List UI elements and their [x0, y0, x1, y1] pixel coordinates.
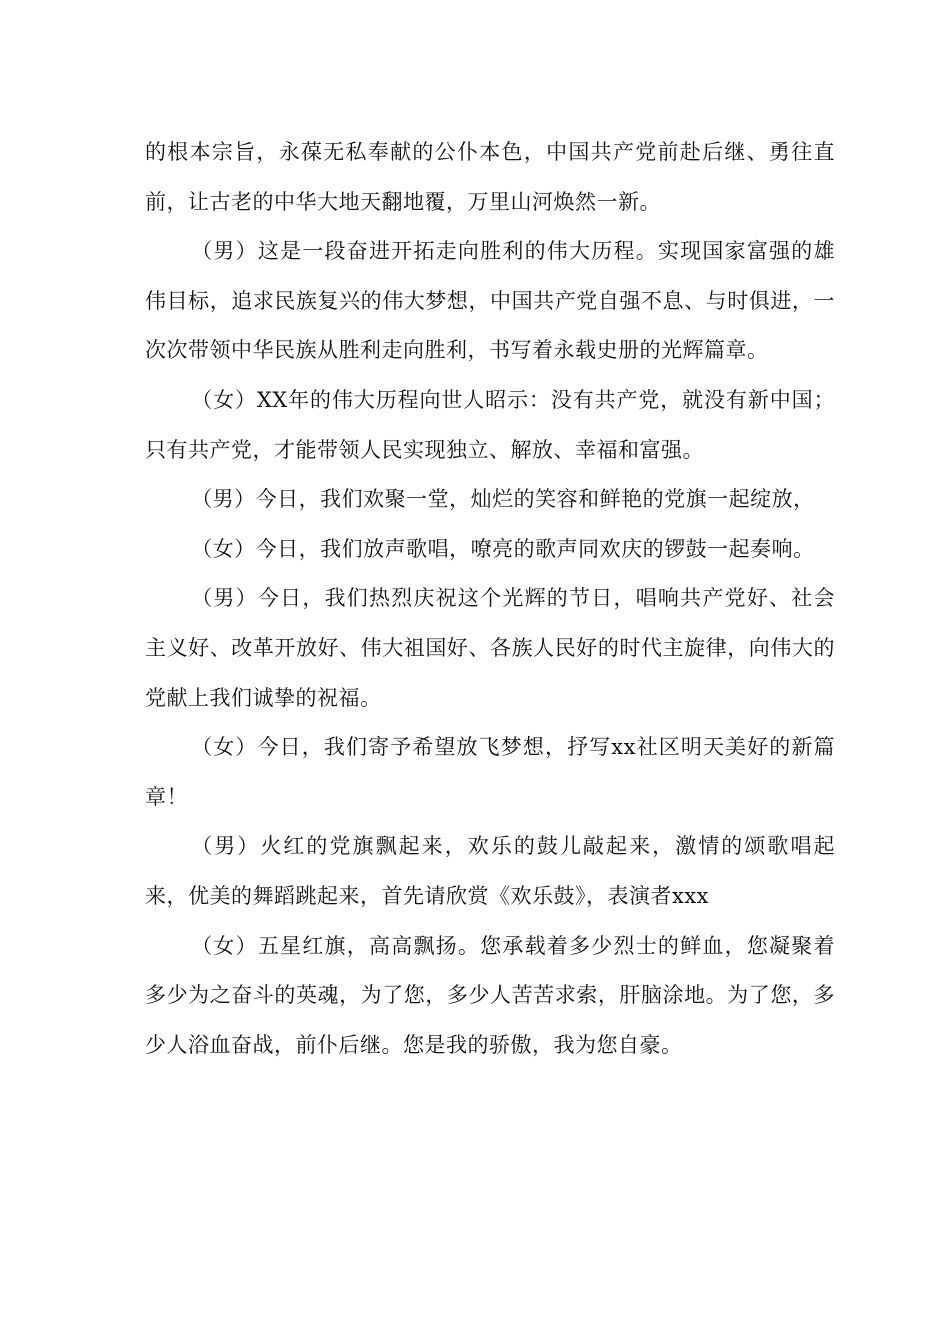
document-body: [145, 128, 835, 1070]
paragraph-female-1: （女）XX年的伟大历程向世人昭示：没有共产党，就没有新中国；只有共产党，才能带领人民实现独立、解放、幸福和富强。: [145, 387, 835, 462]
paragraph-male-1: （男）这是一段奋进开拓走向胜利的伟大历程。实现国家富强的雄伟目标，追求民族复兴的伟大梦想，中国共产党自强不息、与时俱进，一次次带领中华民族从胜利走向胜利，书写着永载史册的光辉篇章。: [145, 239, 835, 363]
paragraph-female-2: （女）今日，我们放声歌唱，嘹亮的歌声同欢庆的锣鼓一起奏响。: [191, 536, 815, 561]
paragraph-male-4: （男）火红的党旗飘起来，欢乐的鼓儿敲起来，激情的颂歌唱起来，优美的舞蹈跳起来，首先请欣赏《欢乐鼓》，表演者xxx: [145, 834, 835, 908]
paragraph-female-4: （女）五星红旗，高高飘扬。您承载着多少烈士的鲜血，您凝聚着多少为之奋斗的英魂，为了您，多少人苦苦求索，肝脑涂地。为了您，多少人浴血奋战，前仆后继。您是我的骄傲，我为您自豪。: [145, 933, 835, 1057]
paragraph-male-2: （男）今日，我们欢聚一堂，灿烂的笑容和鲜艳的党旗一起绽放，: [191, 487, 815, 512]
paragraph-male-3: （男）今日，我们热烈庆祝这个光辉的节日，唱响共产党好、社会主义好、改革开放好、伟大祖国好、各族人民好的时代主旋律，向伟大的党献上我们诚挚的祝福。: [145, 586, 835, 710]
paragraph-continuation: 的根本宗旨，永葆无私奉献的公仆本色，中国共产党前赴后继、勇往直前，让古老的中华大地天翻地覆，万里山河焕然一新。: [145, 140, 835, 214]
paragraph-female-3: （女）今日，我们寄予希望放飞梦想，抒写xx社区明天美好的新篇章！: [145, 735, 835, 809]
